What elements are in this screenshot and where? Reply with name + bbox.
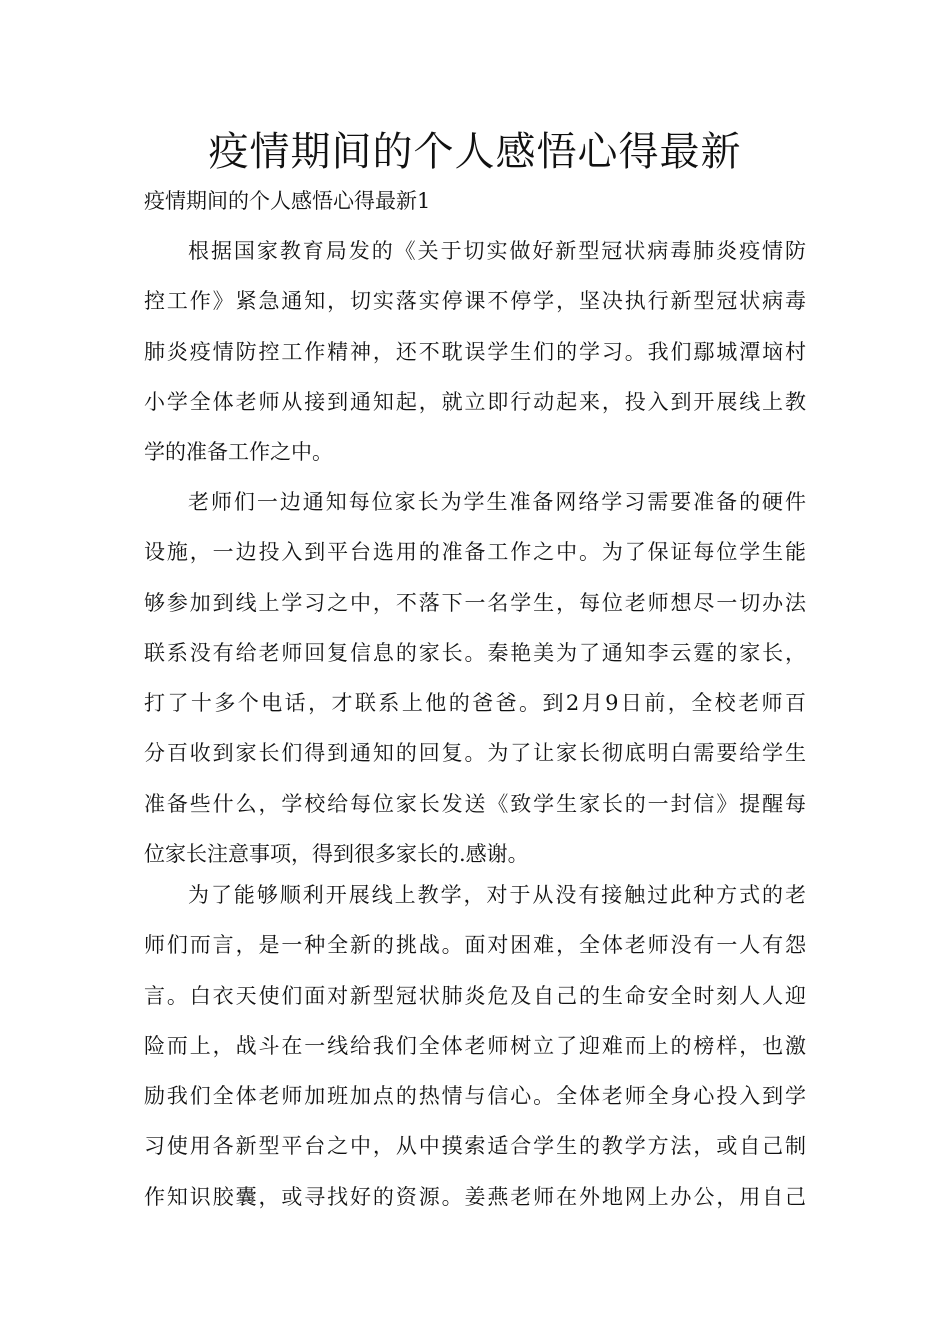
paragraph-line: 险而上，战斗在一线给我们全体老师树立了迎难而上的榜样，也激 (144, 1033, 806, 1058)
paragraph-line: 位家长注意事项，得到很多家长的.感谢。 (144, 842, 529, 867)
paragraph-line: 师们而言，是一种全新的挑战。面对困难，全体老师没有一人有怨 (144, 933, 806, 958)
paragraph-line: 学的准备工作之中。 (144, 440, 333, 465)
paragraph-line: 联系没有给老师回复信息的家长。秦艳美为了通知李云霆的家长， (144, 640, 806, 665)
paragraph-line: 作知识胶囊，或寻找好的资源。姜燕老师在外地网上办公，用自己 (144, 1184, 806, 1209)
document-title: 疫情期间的个人感悟心得最新 (208, 129, 742, 175)
paragraph-line: 根据国家教育局发的《关于切实做好新型冠状病毒肺炎疫情防 (188, 239, 806, 263)
paragraph-line: 肺炎疫情防控工作精神，还不耽误学生们的学习。我们鄢城潭垴村 (144, 339, 806, 364)
paragraph-line: 设施，一边投入到平台选用的准备工作之中。为了保证每位学生能 (144, 540, 806, 565)
paragraph-1 (144, 226, 806, 477)
paragraph-line: 言。白衣天使们面对新型冠状肺炎危及自己的生命安全时刻人人迎 (144, 983, 806, 1008)
paragraph-line: 为了能够顺利开展线上教学，对于从没有接触过此种方式的老 (188, 883, 806, 907)
paragraph-line: 小学全体老师从接到通知起，就立即行动起来，投入到开展线上教 (144, 389, 806, 414)
paragraph-line: 励我们全体老师加班加点的热情与信心。全体老师全身心投入到学 (144, 1084, 806, 1109)
paragraph-line: 习使用各新型平台之中，从中摸索适合学生的教学方法，或自己制 (144, 1134, 806, 1159)
document-subtitle: 疫情期间的个人感悟心得最新1 (144, 189, 431, 213)
paragraph-line: 准备些什么，学校给每位家长发送《致学生家长的一封信》提醒每 (144, 791, 806, 816)
paragraph-3 (144, 870, 806, 1222)
paragraph-2 (144, 477, 806, 879)
paragraph-line: 打了十多个电话，才联系上他的爸爸。到2月9日前，全校老师百 (144, 691, 806, 716)
paragraph-line: 老师们一边通知每位家长为学生准备网络学习需要准备的硬件 (188, 490, 806, 514)
paragraph-line: 分百收到家长们得到通知的回复。为了让家长彻底明白需要给学生 (144, 741, 806, 766)
paragraph-line: 控工作》紧急通知，切实落实停课不停学，坚决执行新型冠状病毒 (144, 289, 806, 314)
paragraph-line: 够参加到线上学习之中，不落下一名学生，每位老师想尽一切办法 (144, 590, 806, 615)
